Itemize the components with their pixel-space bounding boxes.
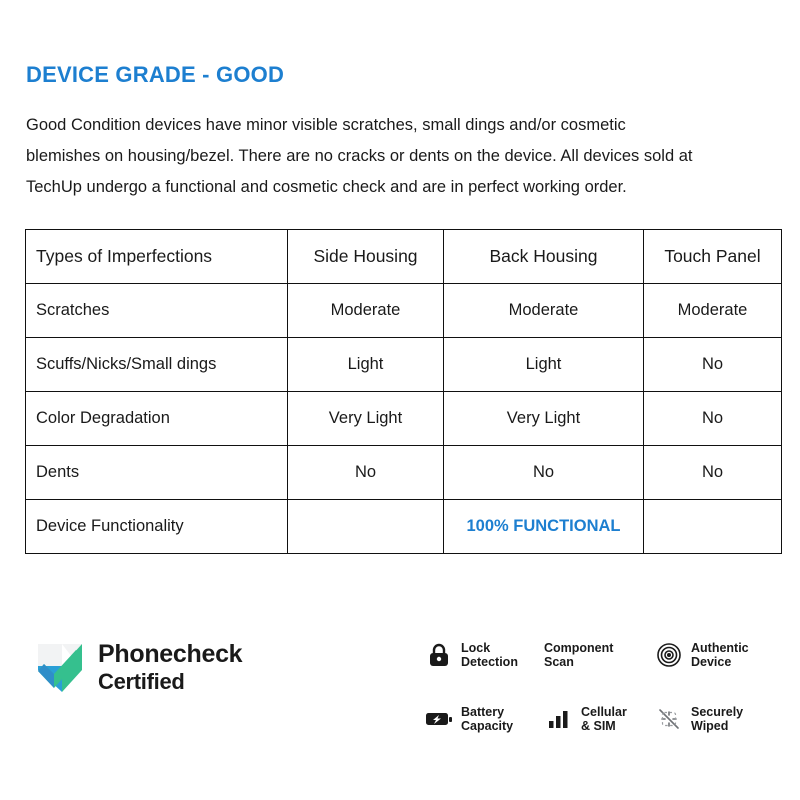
footer [24, 626, 776, 756]
certification-badges [424, 626, 794, 748]
badge-line2: Scan [544, 655, 574, 669]
badge-lock-detection [424, 640, 544, 670]
header-back-housing: Back Housing [444, 230, 644, 284]
intro-paragraph: Good Condition devices have minor visible scratches, small dings and/or cosmetic blemishes on housing/bezel. There are no cracks or dents on the device. All devices sold at TechUp undergo a functional and cosmetic check and are in perfect working order. [26, 116, 693, 196]
row-value: Light [444, 338, 644, 392]
header-side-housing: Side Housing [288, 230, 444, 284]
badge-line1: Lock [461, 641, 491, 655]
badge-line1: Authentic [691, 641, 749, 655]
row-value [288, 500, 444, 554]
badge-label [691, 641, 749, 669]
badge-authentic-device [654, 640, 794, 670]
row-value: Very Light [288, 392, 444, 446]
table-row [26, 446, 782, 500]
phonecheck-name: Phonecheck [98, 640, 243, 668]
row-value: Moderate [444, 284, 644, 338]
header-types: Types of Imperfections [26, 230, 288, 284]
badge-line2: Capacity [461, 719, 514, 733]
row-value: No [444, 446, 644, 500]
imperfections-table [25, 229, 782, 554]
badge-line2: Wiped [691, 719, 729, 733]
badge-line1: Cellular [581, 705, 627, 719]
table-row [26, 338, 782, 392]
lock-icon [424, 640, 454, 670]
signal-icon [544, 704, 574, 734]
badge-line1: Securely [691, 705, 744, 719]
phonecheck-certified-logo [32, 640, 242, 696]
row-value: Moderate [288, 284, 444, 338]
page-title: DEVICE GRADE - GOOD [26, 62, 285, 87]
badge-line2: Device [691, 655, 732, 669]
phonecheck-sub: Certified [98, 669, 185, 694]
table-row [26, 392, 782, 446]
row-value: Very Light [444, 392, 644, 446]
functional-status: 100% FUNCTIONAL [444, 500, 644, 554]
phonecheck-wordmark [98, 641, 242, 695]
header-touch-panel: Touch Panel [644, 230, 782, 284]
wiped-icon [654, 704, 684, 734]
badge-component-scan [544, 641, 654, 669]
row-label: Dents [26, 446, 288, 500]
badge-label [461, 641, 518, 669]
badge-cellular-sim [544, 704, 654, 734]
badge-label [691, 705, 743, 733]
badge-line2: Detection [461, 655, 518, 669]
badge-line1: Battery [461, 705, 505, 719]
badge-label [461, 705, 513, 733]
row-value: No [288, 446, 444, 500]
row-value: No [644, 446, 782, 500]
badge-securely-wiped [654, 704, 794, 734]
row-value: Light [288, 338, 444, 392]
fingerprint-icon [654, 640, 684, 670]
badge-label [544, 641, 613, 669]
table-row [26, 500, 782, 554]
row-label: Scratches [26, 284, 288, 338]
row-label: Scuffs/Nicks/Small dings [26, 338, 288, 392]
row-label: Device Functionality [26, 500, 288, 554]
badge-label [581, 705, 627, 733]
row-value: No [644, 392, 782, 446]
row-value: Moderate [644, 284, 782, 338]
table-header-row [26, 230, 782, 284]
badge-line1: Component [544, 641, 614, 655]
badge-line2: & SIM [581, 719, 616, 733]
row-label: Color Degradation [26, 392, 288, 446]
row-value [644, 500, 782, 554]
badge-battery-capacity [424, 704, 544, 734]
battery-icon [424, 704, 454, 734]
row-value: No [644, 338, 782, 392]
checkmark-icon [32, 640, 88, 696]
table-row [26, 284, 782, 338]
